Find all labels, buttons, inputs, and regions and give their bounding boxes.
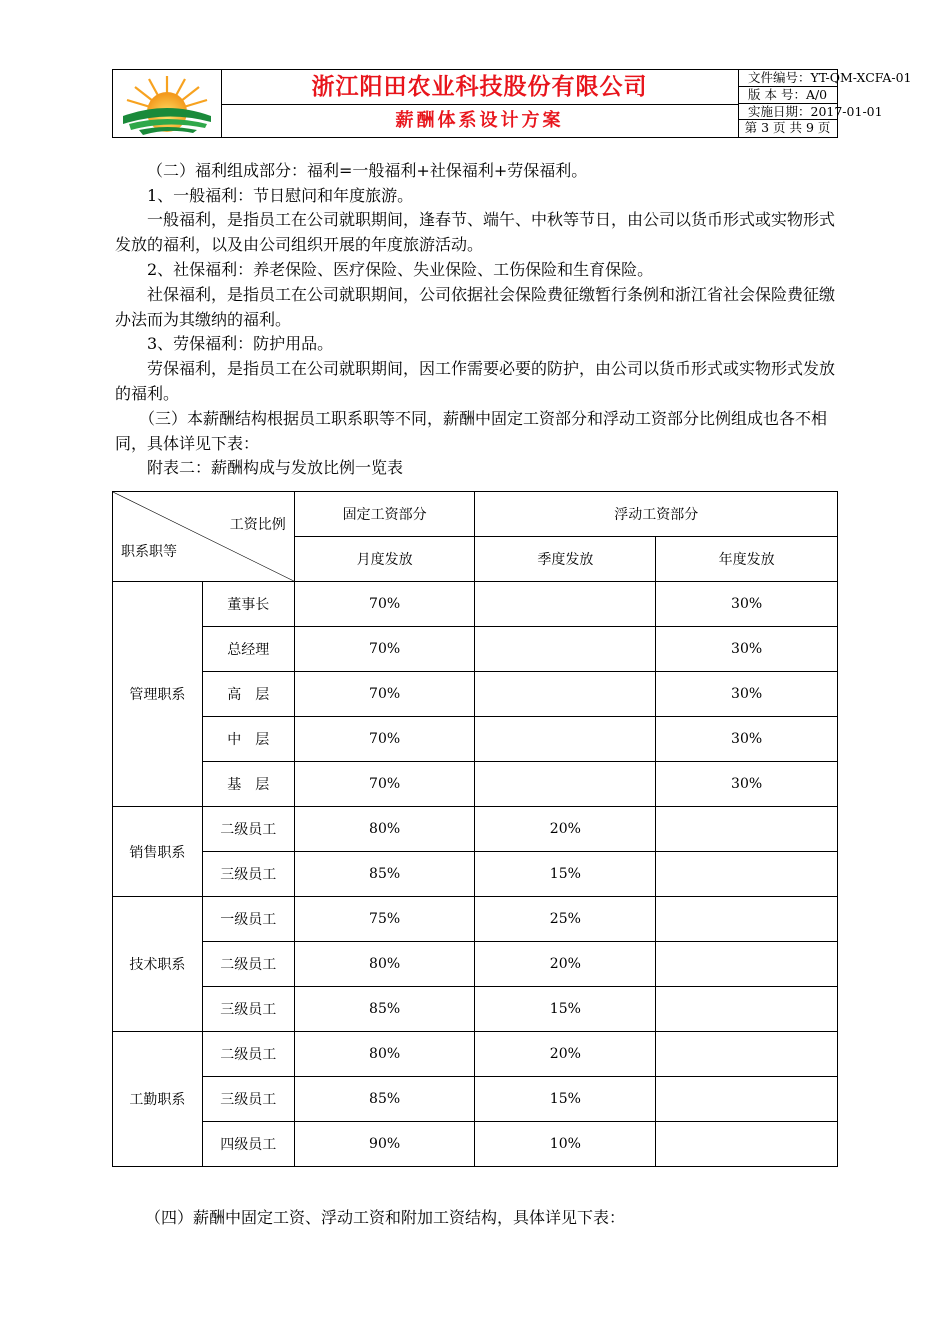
monthly-cell: 80% (294, 1032, 475, 1077)
group-label: 销售职系 (113, 807, 203, 897)
level-cell: 中 层 (202, 717, 294, 762)
level-cell: 三级员工 (202, 1077, 294, 1122)
level-cell: 三级员工 (202, 852, 294, 897)
fixed-salary-header: 固定工资部分 (294, 492, 475, 537)
monthly-cell: 75% (294, 897, 475, 942)
monthly-cell: 70% (294, 627, 475, 672)
quarterly-cell: 15% (475, 852, 656, 897)
quarterly-cell: 25% (475, 897, 656, 942)
annual-cell: 30% (656, 672, 838, 717)
table-row (113, 1077, 838, 1122)
paragraph-labor-welfare-desc: 劳保福利，是指员工在公司就职期间，因工作需要必要的防护，由公司以货币形式或实物形式发放的福利。 (115, 359, 836, 403)
paragraph-salary-components: （四）薪酬中固定工资、浮动工资和附加工资结构，具体详见下表： (145, 1208, 626, 1227)
floating-salary-header: 浮动工资部分 (475, 492, 838, 537)
annual-cell (656, 1077, 838, 1122)
monthly-header: 月度发放 (294, 537, 475, 582)
monthly-cell: 85% (294, 1077, 475, 1122)
annual-cell (656, 807, 838, 852)
monthly-cell: 85% (294, 987, 475, 1032)
paragraph-general-welfare-desc: 一般福利，是指员工在公司就职期间，逢春节、端午、中秋等节日，由公司以货币形式或实物形式发放的福利，以及由公司组织开展的年度旅游活动。 (115, 210, 836, 254)
quarterly-cell (475, 627, 656, 672)
table-row (113, 672, 838, 717)
paragraph-social-welfare-title: 2、社保福利：养老保险、医疗保险、失业保险、工伤保险和生育保险。 (147, 260, 654, 279)
table-row (113, 1032, 838, 1077)
annual-cell (656, 1122, 838, 1167)
group-label: 技术职系 (113, 897, 203, 1032)
annual-cell: 30% (656, 717, 838, 762)
monthly-cell: 70% (294, 762, 475, 807)
paragraph-labor-welfare-title: 3、劳保福利：防护用品。 (147, 334, 334, 353)
salary-ratio-table (112, 491, 838, 1167)
monthly-cell: 70% (294, 582, 475, 627)
page-number: 第 3 页 共 9 页 (744, 120, 831, 136)
level-cell: 二级员工 (202, 942, 294, 987)
doc-date: 实施日期：2017-01-01 (738, 104, 837, 121)
monthly-cell: 80% (294, 807, 475, 852)
quarterly-cell (475, 762, 656, 807)
document-title: 薪酬体系设计方案 (221, 104, 739, 137)
annual-cell (656, 852, 838, 897)
quarterly-cell: 20% (475, 807, 656, 852)
quarterly-cell: 15% (475, 987, 656, 1032)
quarterly-cell: 20% (475, 942, 656, 987)
level-cell: 二级员工 (202, 1032, 294, 1077)
group-label: 工勤职系 (113, 1032, 203, 1167)
annual-cell: 30% (656, 582, 838, 627)
paragraph-salary-structure: （三）本薪酬结构根据员工职系职等不同，薪酬中固定工资部分和浮动工资部分比例组成也各不相同，具体详见下表： (115, 409, 828, 453)
annual-cell: 30% (656, 627, 838, 672)
doc-number: 文件编号：YT-QM-XCFA-01 (738, 70, 837, 87)
annual-cell (656, 987, 838, 1032)
group-label: 管理职系 (113, 582, 203, 807)
monthly-cell: 85% (294, 852, 475, 897)
table-row (113, 852, 838, 897)
quarterly-header: 季度发放 (475, 537, 656, 582)
table-row (113, 897, 838, 942)
quarterly-cell (475, 717, 656, 762)
level-cell: 一级员工 (202, 897, 294, 942)
quarterly-cell: 15% (475, 1077, 656, 1122)
table-row (113, 942, 838, 987)
paragraph-welfare-composition: （二）福利组成部分：福利=一般福利+社保福利+劳保福利。 (147, 161, 588, 180)
quarterly-cell: 10% (475, 1122, 656, 1167)
monthly-cell: 80% (294, 942, 475, 987)
corner-bottom-label: 职系职等 (121, 544, 177, 560)
table-row (113, 762, 838, 807)
annual-cell: 30% (656, 762, 838, 807)
level-cell: 二级员工 (202, 807, 294, 852)
doc-version: 版 本 号：A/0 (738, 87, 837, 104)
table-caption: 附表二：薪酬构成与发放比例一览表 (147, 458, 404, 477)
table-row (113, 1122, 838, 1167)
document-header (112, 69, 912, 138)
level-cell: 高 层 (202, 672, 294, 717)
level-cell: 三级员工 (202, 987, 294, 1032)
quarterly-cell (475, 672, 656, 717)
table-row (113, 582, 838, 627)
corner-top-label: 工资比例 (229, 517, 286, 533)
table-row (113, 807, 838, 852)
document-meta (738, 70, 912, 137)
level-cell: 基 层 (202, 762, 294, 807)
paragraph-general-welfare-title: 1、一般福利：节日慰问和年度旅游。 (147, 186, 414, 205)
table-corner-cell (113, 492, 295, 582)
quarterly-cell (475, 582, 656, 627)
monthly-cell: 70% (294, 717, 475, 762)
table-row (113, 627, 838, 672)
company-logo (113, 70, 222, 137)
monthly-cell: 70% (294, 672, 475, 717)
quarterly-cell: 20% (475, 1032, 656, 1077)
table-row (113, 717, 838, 762)
level-cell: 董事长 (202, 582, 294, 627)
level-cell: 总经理 (202, 627, 294, 672)
paragraph-social-welfare-desc: 社保福利，是指员工在公司就职期间，公司依据社会保险费征缴暂行条例和浙江省社会保险费征缴办法而为其缴纳的福利。 (115, 285, 836, 329)
level-cell: 四级员工 (202, 1122, 294, 1167)
table-row (113, 987, 838, 1032)
annual-cell (656, 897, 838, 942)
table-header-row (113, 492, 838, 537)
annual-cell (656, 1032, 838, 1077)
company-name: 浙江阳田农业科技股份有限公司 (221, 70, 739, 105)
annual-header: 年度发放 (656, 537, 838, 582)
monthly-cell: 90% (294, 1122, 475, 1167)
annual-cell (656, 942, 838, 987)
